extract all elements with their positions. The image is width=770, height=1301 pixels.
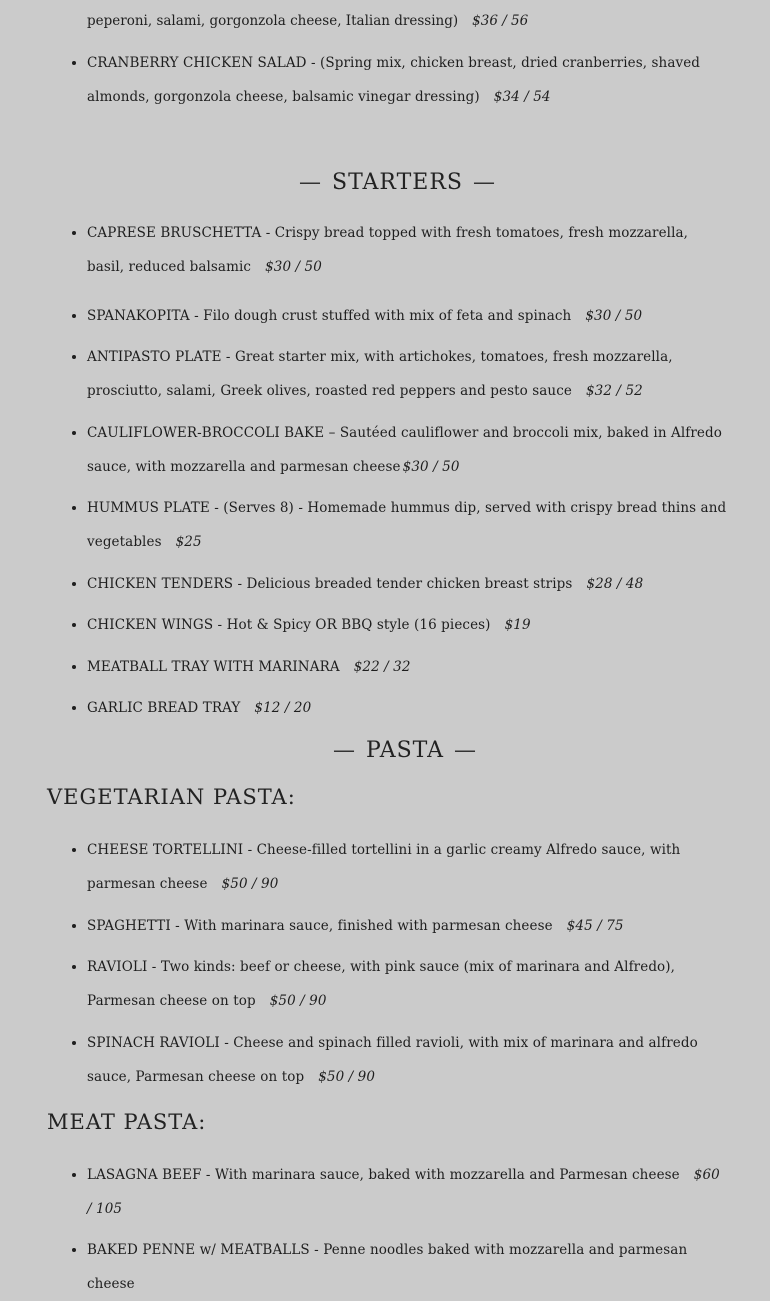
meat-pasta-list	[0, 1158, 727, 1301]
meat-pasta-heading: MEAT PASTA:	[47, 1110, 207, 1134]
list-item	[87, 1026, 727, 1094]
item-text: MEATBALL TRAY WITH MARINARA	[87, 659, 340, 675]
item-text: SPAGHETTI - With marinara sauce, finished with parmesan cheese	[87, 918, 553, 934]
list-item	[87, 1233, 727, 1301]
partial-salad-line	[87, 4, 727, 38]
heading-dash-right: —	[454, 738, 478, 763]
item-text: SPINACH RAVIOLI - Cheese and spinach filled ravioli, with mix of marinara and alfredo sauce, Parmesan cheese on top	[87, 1035, 698, 1085]
vegetarian-pasta-list	[0, 833, 727, 1094]
price: $50 / 90	[269, 993, 327, 1009]
price: $60 / 105	[87, 1167, 720, 1217]
item-text: CHEESE TORTELLINI - Cheese-filled tortellini in a garlic creamy Alfredo sauce, with parmesan cheese	[87, 842, 681, 892]
price: $30 / 50	[585, 308, 643, 324]
price: $50 / 90	[318, 1069, 376, 1085]
pasta-heading: PASTA	[365, 738, 445, 763]
list-item	[87, 833, 727, 901]
list-item	[87, 299, 727, 333]
list-item	[87, 567, 727, 601]
starters-heading: STARTERS	[332, 170, 463, 195]
list-item	[87, 691, 727, 725]
price: $32 / 52	[585, 383, 643, 399]
item-text: ANTIPASTO PLATE - Great starter mix, with artichokes, tomatoes, fresh mozzarella, prosciutto, salami, Greek olives, roasted red peppers and pesto sauce	[87, 349, 673, 399]
salad-list	[0, 46, 727, 114]
heading-dash-left: —	[299, 170, 322, 195]
list-item	[87, 650, 727, 684]
heading-dash-right: —	[472, 170, 496, 195]
vegetarian-pasta-heading: VEGETARIAN PASTA:	[47, 785, 296, 809]
item-text: CHICKEN TENDERS - Delicious breaded tender chicken breast strips	[87, 576, 573, 592]
list-item	[87, 416, 727, 484]
price: $36 / 56	[472, 13, 529, 29]
price: $45 / 75	[566, 918, 624, 934]
list-item	[87, 216, 727, 284]
item-text: LASAGNA BEEF - With marinara sauce, baked with mozzarella and Parmesan cheese	[87, 1167, 680, 1183]
price: $30 / 50	[265, 259, 322, 275]
item-text: CHICKEN WINGS - Hot & Spicy OR BBQ style (16 pieces)	[87, 617, 491, 633]
starters-list	[0, 216, 727, 725]
price: $28 / 48	[586, 576, 644, 592]
item-text: SPANAKOPITA - Filo dough crust stuffed with mix of feta and spinach	[87, 308, 572, 324]
section-heading-pasta	[0, 738, 770, 763]
list-item	[87, 46, 727, 114]
list-item	[87, 491, 727, 559]
list-item	[87, 608, 727, 642]
section-heading-starters	[0, 170, 770, 195]
price: $12 / 20	[254, 700, 312, 716]
partial-salad-text: peperoni, salami, gorgonzola cheese, Italian dressing)	[87, 13, 459, 29]
price: $50 / 90	[221, 876, 279, 892]
list-item	[87, 340, 727, 408]
item-text: HUMMUS PLATE - (Serves 8) - Homemade hummus dip, served with crispy bread thins and vegetables	[87, 500, 727, 550]
list-item	[87, 909, 727, 943]
item-text: BAKED PENNE w/ MEATBALLS - Penne noodles baked with mozzarella and parmesan cheese	[87, 1242, 688, 1292]
item-text: RAVIOLI - Two kinds: beef or cheese, with pink sauce (mix of marinara and Alfredo), Parmesan cheese on top	[87, 959, 676, 1009]
item-text: CAPRESE BRUSCHETTA - Crispy bread topped with fresh tomatoes, fresh mozzarella, basil, reduced balsamic	[87, 225, 689, 275]
price: $30 / 50	[402, 459, 460, 475]
price: $22 / 32	[353, 659, 411, 675]
price: $34 / 54	[493, 89, 551, 105]
item-text: CRANBERRY CHICKEN SALAD - (Spring mix, chicken breast, dried cranberries, shaved almonds, gorgonzola cheese, balsamic vinegar dressing)	[87, 55, 701, 105]
item-text: CAULIFLOWER-BROCCOLI BAKE – Sautéed cauliflower and broccoli mix, baked in Alfredo sauce, with mozzarella and parmesan cheese	[87, 425, 722, 475]
list-item	[87, 1158, 727, 1226]
heading-dash-left: —	[332, 738, 356, 763]
list-item	[87, 950, 727, 1018]
price: $19	[504, 617, 531, 633]
item-text: GARLIC BREAD TRAY	[87, 700, 241, 716]
price: $25	[175, 534, 202, 550]
